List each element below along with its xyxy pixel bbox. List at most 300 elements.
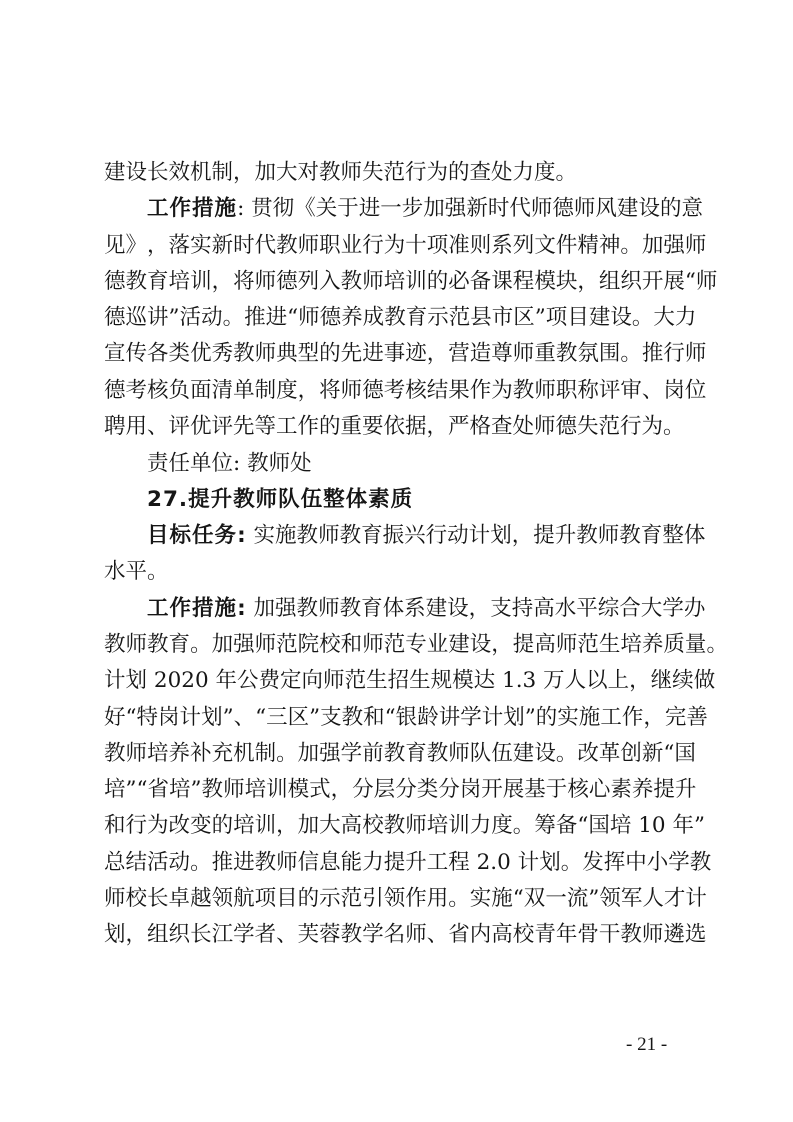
text-char: 示 [319, 886, 341, 911]
text-char: 备 [469, 269, 492, 294]
text-char: 面 [190, 378, 212, 403]
text-char: 设 [638, 196, 660, 221]
text-char: 教 [339, 523, 362, 548]
text-char: 作 [405, 886, 427, 911]
text-char: 持 [511, 596, 534, 621]
text-char: 、 [276, 922, 298, 947]
text-char: 训 [405, 269, 427, 294]
text-char: 教 [576, 523, 598, 548]
text-char: 育 [168, 632, 191, 657]
text-char: 目 [276, 886, 298, 911]
text-char [470, 848, 477, 878]
text-char: 学 [668, 850, 690, 875]
text-char: 青 [534, 922, 556, 947]
text-char: 年 [215, 668, 237, 693]
text-char: 县 [470, 305, 492, 330]
text-char: 人 [642, 886, 664, 911]
bold-heading-char: 措 [192, 196, 215, 221]
text-char: . [490, 850, 498, 875]
text-char: 为 [383, 233, 406, 258]
text-char: 生 [409, 668, 431, 693]
text-char: 行 [425, 523, 448, 548]
text-char [244, 194, 251, 224]
text-char: “ [684, 269, 696, 294]
text-char: 师 [340, 378, 363, 403]
text-char: 设 [534, 741, 556, 766]
text-char: “ [287, 305, 299, 330]
text-char: 高 [340, 813, 363, 838]
text-char: 。 [620, 233, 642, 258]
text-line [104, 303, 697, 333]
text-char: 师 [223, 777, 245, 802]
text-char: 计 [481, 705, 504, 730]
bold-heading-char: 任 [192, 523, 215, 548]
text-char: 长 [190, 922, 212, 947]
text-char: 项 [254, 886, 277, 911]
text-char [495, 666, 502, 696]
text-char: 活 [147, 850, 169, 875]
text-char: 师 [684, 233, 707, 258]
text-char: 代 [254, 233, 277, 258]
text-char: 国 [674, 741, 696, 766]
text-char: 体 [382, 596, 405, 621]
text-char: 。 [512, 813, 535, 838]
text-char: 育 [361, 523, 383, 548]
text-char: 代 [509, 196, 531, 221]
text-char: 设 [610, 305, 632, 330]
text-char: 。 [276, 741, 298, 766]
text-char: 传 [125, 341, 148, 366]
text-char: 的 [426, 269, 449, 294]
text-char: 提 [533, 523, 555, 548]
text-char: 学 [662, 596, 684, 621]
text-char: 各 [147, 341, 169, 366]
text-char: 省 [147, 777, 170, 802]
text-char: 模 [534, 269, 556, 294]
text-char [536, 666, 543, 696]
text-char: 创 [620, 741, 642, 766]
text-line [104, 231, 707, 261]
text-char: 业 [426, 632, 449, 657]
text-char: 发 [582, 850, 604, 875]
bold-heading-char: 工 [147, 596, 170, 621]
text-char: 培 [244, 777, 267, 802]
text-char: 特 [136, 705, 159, 730]
text-char: 教 [147, 632, 169, 657]
text-char: 选 [684, 922, 707, 947]
text-char: 培 [169, 777, 191, 802]
text-char: 骨 [577, 922, 599, 947]
text-line [104, 884, 707, 914]
text-char: 强 [233, 632, 255, 657]
text-char: 学 [362, 922, 384, 947]
text-char: 划 [201, 705, 223, 730]
text-char: 长 [147, 886, 169, 911]
text-char: 果 [448, 378, 470, 403]
text-char: 培 [383, 269, 406, 294]
text-char: 一 [545, 886, 567, 911]
text-char: 模 [452, 668, 474, 693]
text-char: 师 [641, 922, 664, 947]
text-char: 加 [641, 233, 664, 258]
text-char: 行 [663, 341, 685, 366]
text-char: 师 [512, 341, 535, 366]
text-line [147, 594, 706, 624]
text-char: 岗 [663, 378, 685, 403]
text-char: 心 [588, 777, 611, 802]
text-char: 的 [659, 196, 682, 221]
text-line [104, 412, 685, 442]
text-char: 基 [524, 777, 546, 802]
text-char: 度 [276, 378, 298, 403]
text-char: 评 [598, 378, 621, 403]
text-char: 师 [530, 196, 553, 221]
text-char: 培 [620, 632, 642, 657]
text-char: 度 [491, 813, 513, 838]
text-char: 工 [426, 850, 449, 875]
text-char [631, 811, 638, 841]
text-char: “ [255, 705, 267, 730]
text-char: 划 [104, 922, 126, 947]
text-char: 水 [554, 596, 577, 621]
text-char: 力 [469, 813, 492, 838]
bold-heading-char: 施 [214, 596, 238, 621]
text-char: 教 [383, 741, 406, 766]
text-char: ， [125, 922, 148, 947]
text-char: 完 [664, 705, 687, 730]
text-char: 师 [362, 632, 384, 657]
text-char: 校 [125, 886, 148, 911]
text-char: 教 [296, 596, 319, 621]
text-char: 结 [426, 378, 449, 403]
text-char: 组 [147, 922, 169, 947]
text-char: 者 [254, 922, 277, 947]
text-char: “ [577, 813, 589, 838]
text-char: 高 [534, 632, 556, 657]
line-text: 责任单位: 教师处 [147, 451, 312, 476]
text-char: 国 [588, 813, 610, 838]
text-char: 推 [641, 341, 664, 366]
text-char: 用 [426, 886, 449, 911]
bold-heading-char: 标 [169, 523, 193, 548]
text-char: 育 [405, 305, 428, 330]
text-char: 程 [512, 269, 535, 294]
text-line [104, 739, 696, 769]
text-char: 教 [104, 632, 126, 657]
text-char: 师 [405, 922, 427, 947]
text-char: 的 [535, 705, 558, 730]
text-char: 支 [490, 596, 512, 621]
text-char: 加 [297, 813, 320, 838]
text-line [147, 485, 413, 515]
bold-heading-char: : [237, 596, 247, 621]
text-char: 规 [430, 668, 453, 693]
text-char: 展 [663, 269, 685, 294]
text-char: 教 [254, 850, 277, 875]
text-char: “ [136, 777, 148, 802]
text-char: 培 [168, 269, 191, 294]
text-char: 养 [341, 305, 363, 330]
text-char: 块 [555, 269, 578, 294]
text-char: 制 [254, 741, 277, 766]
text-char: 龄 [417, 705, 439, 730]
text-char: 核 [147, 378, 169, 403]
text-char: 1 [502, 668, 516, 693]
text-char [209, 666, 216, 696]
text-char [247, 594, 254, 624]
text-char: 列 [297, 269, 320, 294]
text-char: ， [491, 632, 513, 657]
text-char: 施 [578, 705, 601, 730]
text-char: 岗 [158, 705, 180, 730]
text-char: 养 [641, 632, 664, 657]
text-char: 师 [254, 341, 277, 366]
text-char: 计 [685, 886, 707, 911]
text-char: 升 [405, 850, 427, 875]
text-char: 向 [301, 668, 324, 693]
text-char [247, 521, 254, 551]
text-char: 神 [598, 233, 621, 258]
text-char: 年 [672, 813, 694, 838]
text-char: 兴 [404, 523, 426, 548]
text-char: 分 [438, 777, 460, 802]
text-char: 师 [318, 523, 340, 548]
text-char: 学 [340, 741, 363, 766]
text-char: 师 [125, 632, 148, 657]
text-char: 进 [265, 305, 288, 330]
text-char: 典 [276, 341, 298, 366]
text-char: 、 [426, 922, 449, 947]
text-char: 称 [577, 378, 599, 403]
text-char: 精 [577, 233, 599, 258]
text-char: 蓉 [319, 922, 341, 947]
text-char: 项 [545, 305, 568, 330]
text-char: 十 [405, 233, 427, 258]
text-char: 筹 [534, 813, 556, 838]
bold-heading-char: : [237, 523, 247, 548]
text-char: 。 [448, 886, 470, 911]
text-char: 进 [358, 196, 381, 221]
text-char: 进 [233, 850, 255, 875]
text-char: 强 [319, 741, 341, 766]
text-char: 伍 [491, 741, 513, 766]
text-char: 计 [179, 705, 202, 730]
text-char: 建 [512, 741, 535, 766]
text-char: 风 [595, 196, 617, 221]
text-char: 落 [168, 233, 191, 258]
text-char: 单 [233, 378, 255, 403]
text-char: 施 [491, 886, 513, 911]
text-char: 和 [104, 813, 126, 838]
text-char: 改 [168, 813, 191, 838]
text-char: 培 [426, 813, 449, 838]
text-char: 师 [405, 813, 427, 838]
text-char: 德 [104, 269, 126, 294]
text-char: 2 [153, 668, 168, 693]
text-char: 为 [147, 813, 169, 838]
text-char: 。 [560, 850, 583, 875]
text-char: 教 [620, 922, 642, 947]
text-char: “ [384, 705, 396, 730]
text-char: 划 [490, 523, 512, 548]
text-char: 教 [383, 813, 406, 838]
text-char: 大 [653, 305, 675, 330]
text-char: 公 [236, 668, 259, 693]
text-char: 核 [405, 378, 427, 403]
text-char: 人 [564, 668, 587, 693]
text-char: 实 [253, 523, 276, 548]
text-char: 平 [576, 596, 598, 621]
text-char: 。 [620, 341, 642, 366]
text-char: 流 [566, 886, 589, 911]
text-char: 中 [625, 850, 647, 875]
text-char: 先 [340, 341, 363, 366]
text-char: 育 [361, 596, 383, 621]
text-char: 彻 [272, 196, 295, 221]
text-char: 展 [502, 777, 525, 802]
text-char: : [237, 196, 245, 221]
text-char: 的 [319, 341, 341, 366]
text-char: 补 [190, 741, 212, 766]
text-char: 层 [373, 777, 396, 802]
text-line [104, 557, 169, 587]
text-char: 素 [610, 777, 632, 802]
text-char: 教 [426, 741, 449, 766]
text-char: 文 [534, 233, 556, 258]
text-char: 。 [706, 632, 728, 657]
text-line [104, 267, 718, 297]
text-char: 于 [337, 196, 359, 221]
text-char: 建 [448, 632, 470, 657]
text-char: “ [125, 705, 137, 730]
text-char: 优 [190, 341, 212, 366]
text-char: ” [125, 777, 137, 802]
text-char: 实 [190, 233, 212, 258]
text-char: 工 [600, 705, 622, 730]
text-char: 加 [297, 741, 320, 766]
text-char: 双 [523, 886, 546, 911]
text-char: 质 [663, 632, 685, 657]
text-char: 加 [253, 596, 276, 621]
text-char: 考 [383, 378, 406, 403]
text-char: 项 [426, 233, 449, 258]
text-char: 万 [543, 668, 565, 693]
text-char: 动 [168, 850, 191, 875]
text-char: 革 [598, 741, 621, 766]
text-char: 学 [460, 705, 482, 730]
text-char: 继 [650, 668, 673, 693]
text-char: 贯 [251, 196, 273, 221]
text-line [104, 775, 697, 805]
text-char: 0 [651, 813, 666, 838]
text-char: 巡 [125, 305, 148, 330]
bold-heading-char: 务 [214, 523, 238, 548]
text-line [104, 158, 577, 188]
text-char: 力 [362, 850, 384, 875]
text-char: 职 [319, 233, 341, 258]
text-line [147, 194, 703, 224]
text-char: 范 [344, 668, 367, 693]
text-char: ” [534, 305, 546, 330]
text-char: 准 [448, 233, 470, 258]
text-char: 年 [555, 922, 578, 947]
text-char: 件 [555, 233, 578, 258]
text-char: 干 [598, 922, 621, 947]
text-char: 模 [287, 777, 310, 802]
text-char: 提 [653, 777, 675, 802]
text-char: 才 [663, 886, 686, 911]
text-char: 师 [297, 233, 320, 258]
text-char: 、 [233, 705, 256, 730]
text-char: 组 [598, 269, 621, 294]
text-char: 划 [503, 705, 525, 730]
text-char: ， [468, 596, 491, 621]
text-char: 前 [362, 741, 384, 766]
text-char: 型 [297, 341, 320, 366]
text-line [104, 848, 712, 878]
text-char: 设 [469, 632, 492, 657]
text-char: 师 [597, 523, 620, 548]
text-char: 。 [631, 305, 654, 330]
text-char: 示 [427, 305, 449, 330]
text-char: 振 [382, 523, 405, 548]
text-char: 事 [383, 341, 406, 366]
text-char: 2 [181, 668, 195, 693]
text-char: 师 [298, 305, 320, 330]
text-char: 行 [362, 233, 384, 258]
text-line [104, 376, 707, 406]
text-line [104, 703, 708, 733]
text-line [147, 449, 312, 479]
bold-heading-char: 作 [169, 596, 193, 621]
text-char: 于 [545, 777, 568, 802]
text-char: 整 [662, 523, 684, 548]
text-char: 3 [522, 668, 537, 693]
text-char: 将 [233, 269, 255, 294]
text-char: 训 [448, 813, 470, 838]
text-char: 范 [577, 632, 599, 657]
text-char: 领 [599, 886, 621, 911]
text-char: 提 [512, 632, 535, 657]
text-char: 师 [695, 269, 718, 294]
text-char: 推 [211, 850, 234, 875]
text-char: 营 [448, 341, 470, 366]
text-char: 培 [147, 741, 169, 766]
text-char: 范 [276, 632, 298, 657]
text-char: 区 [513, 305, 535, 330]
text-char: “ [663, 741, 675, 766]
text-char: ” [588, 886, 600, 911]
text-char: 教 [340, 922, 363, 947]
text-char: 训 [190, 269, 212, 294]
text-char: 师 [534, 378, 556, 403]
text-char: 教 [619, 523, 641, 548]
text-char: ， [426, 341, 449, 366]
text-char: 办 [683, 596, 706, 621]
text-char: 动 [201, 305, 223, 330]
text-char: 高 [491, 922, 513, 947]
text-char: 0 [497, 850, 511, 875]
text-char: 训 [266, 777, 288, 802]
text-char: 做 [693, 668, 716, 693]
text-char: 教 [125, 269, 148, 294]
text-char: 提 [383, 850, 406, 875]
text-char: 名 [383, 922, 406, 947]
text-char: 变 [190, 813, 212, 838]
text-char: 师 [323, 668, 345, 693]
text-char: 体 [683, 523, 706, 548]
text-char: 挥 [603, 850, 626, 875]
